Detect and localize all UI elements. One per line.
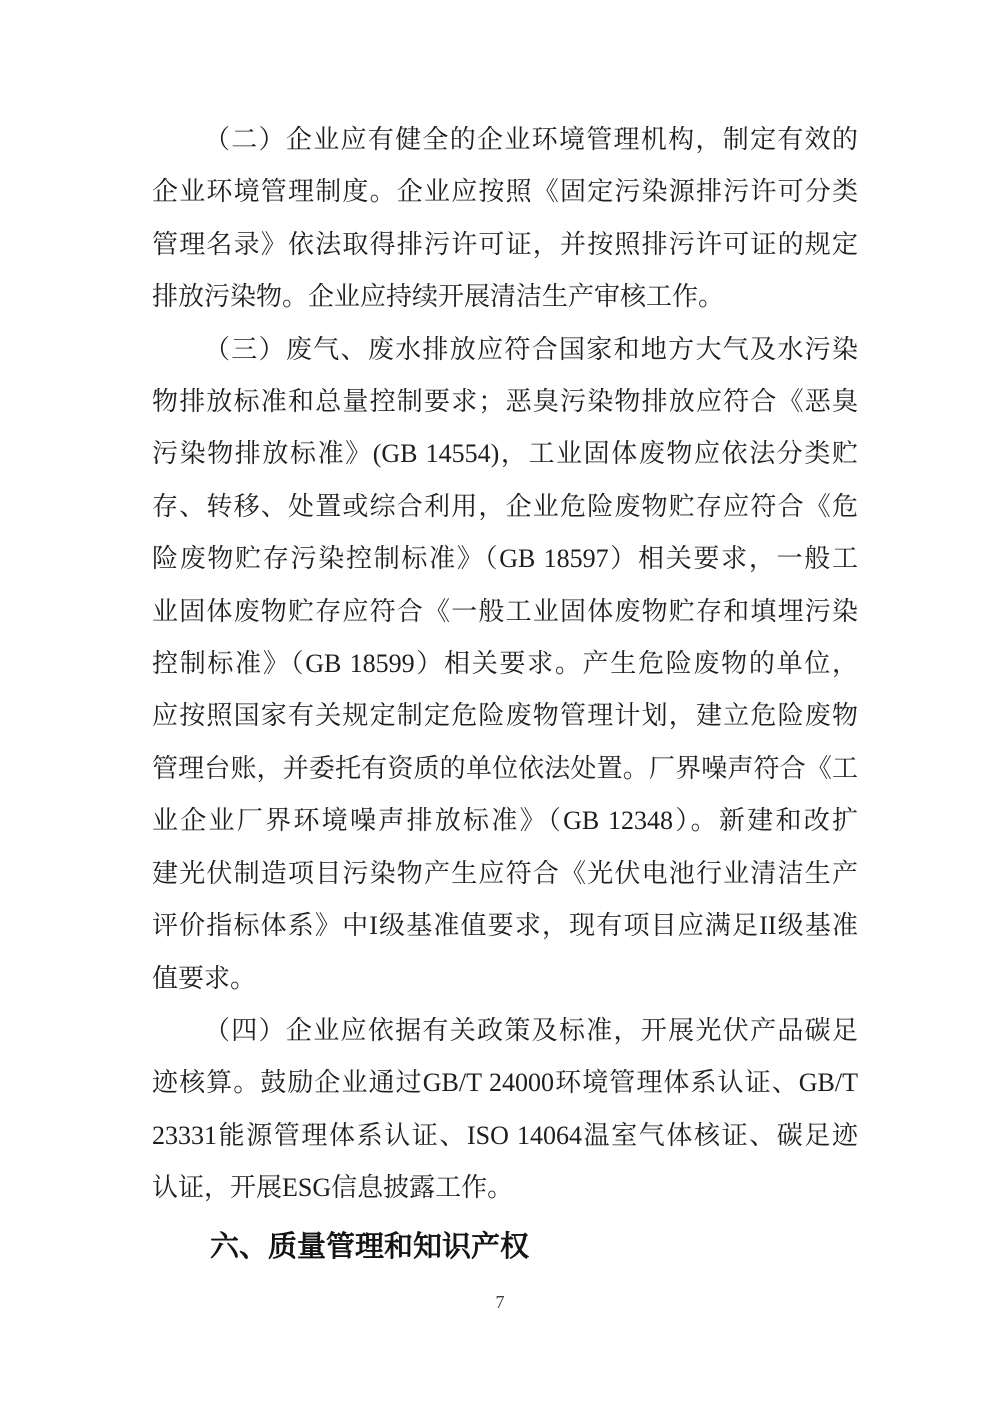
- paragraph: [152, 114, 858, 324]
- text-line: 建光伏制造项目污染物产生应符合《光伏电池行业清洁生产: [152, 858, 858, 888]
- text-line: 23331能源管理体系认证、ISO 14064温室气体核证、碳足迹: [152, 1120, 858, 1150]
- text-line: 业企业厂界环境噪声排放标准》（GB 12348）。新建和改扩: [152, 806, 858, 836]
- section-heading: [152, 1221, 858, 1273]
- text-line: 管理台账，并委托有资质的单位依法处置。厂界噪声符合《工: [152, 753, 858, 783]
- document-body: [152, 114, 858, 1273]
- text-line: 管理名录》依法取得排污许可证，并按照排污许可证的规定: [152, 229, 858, 259]
- text-line: 迹核算。鼓励企业通过GB/T 24000环境管理体系认证、GB/T: [152, 1068, 858, 1098]
- text-line: 污染物排放标准》(GB 14554)，工业固体废物应依法分类贮: [152, 439, 858, 469]
- text-line: 存、转移、处置或综合利用，企业危险废物贮存应符合《危: [152, 491, 858, 521]
- text-line: （三）废气、废水排放应符合国家和地方大气及水污染: [204, 334, 858, 364]
- text-line: 控制标准》（GB 18599）相关要求。产生危险废物的单位，: [152, 649, 858, 679]
- heading-line: 六、质量管理和知识产权: [210, 1230, 530, 1263]
- text-line: 业固体废物贮存应符合《一般工业固体废物贮存和填埋污染: [152, 596, 858, 626]
- page-footer: [0, 1292, 1000, 1313]
- text-line: 排放污染物。企业应持续开展清洁生产审核工作。: [152, 282, 725, 312]
- page-number: 7: [495, 1292, 505, 1312]
- text-line: 应按照国家有关规定制定危险废物管理计划，建立危险废物: [152, 701, 858, 731]
- text-line: 险废物贮存污染控制标准》（GB 18597）相关要求，一般工: [152, 544, 858, 574]
- text-line: （二）企业应有健全的企业环境管理机构，制定有效的: [204, 125, 858, 154]
- text-line: 物排放标准和总量控制要求；恶臭污染物排放应符合《恶臭: [152, 387, 858, 417]
- text-line: 认证，开展ESG信息披露工作。: [152, 1173, 514, 1203]
- text-line: 值要求。: [152, 963, 257, 993]
- text-line: （四）企业应依据有关政策及标准，开展光伏产品碳足: [204, 1015, 858, 1045]
- text-line: 企业环境管理制度。企业应按照《固定污染源排污许可分类: [152, 177, 858, 207]
- paragraph: [152, 324, 858, 1005]
- text-line: 评价指标体系》中I级基准值要求，现有项目应满足II级基准: [152, 911, 858, 941]
- paragraph: [152, 1005, 858, 1215]
